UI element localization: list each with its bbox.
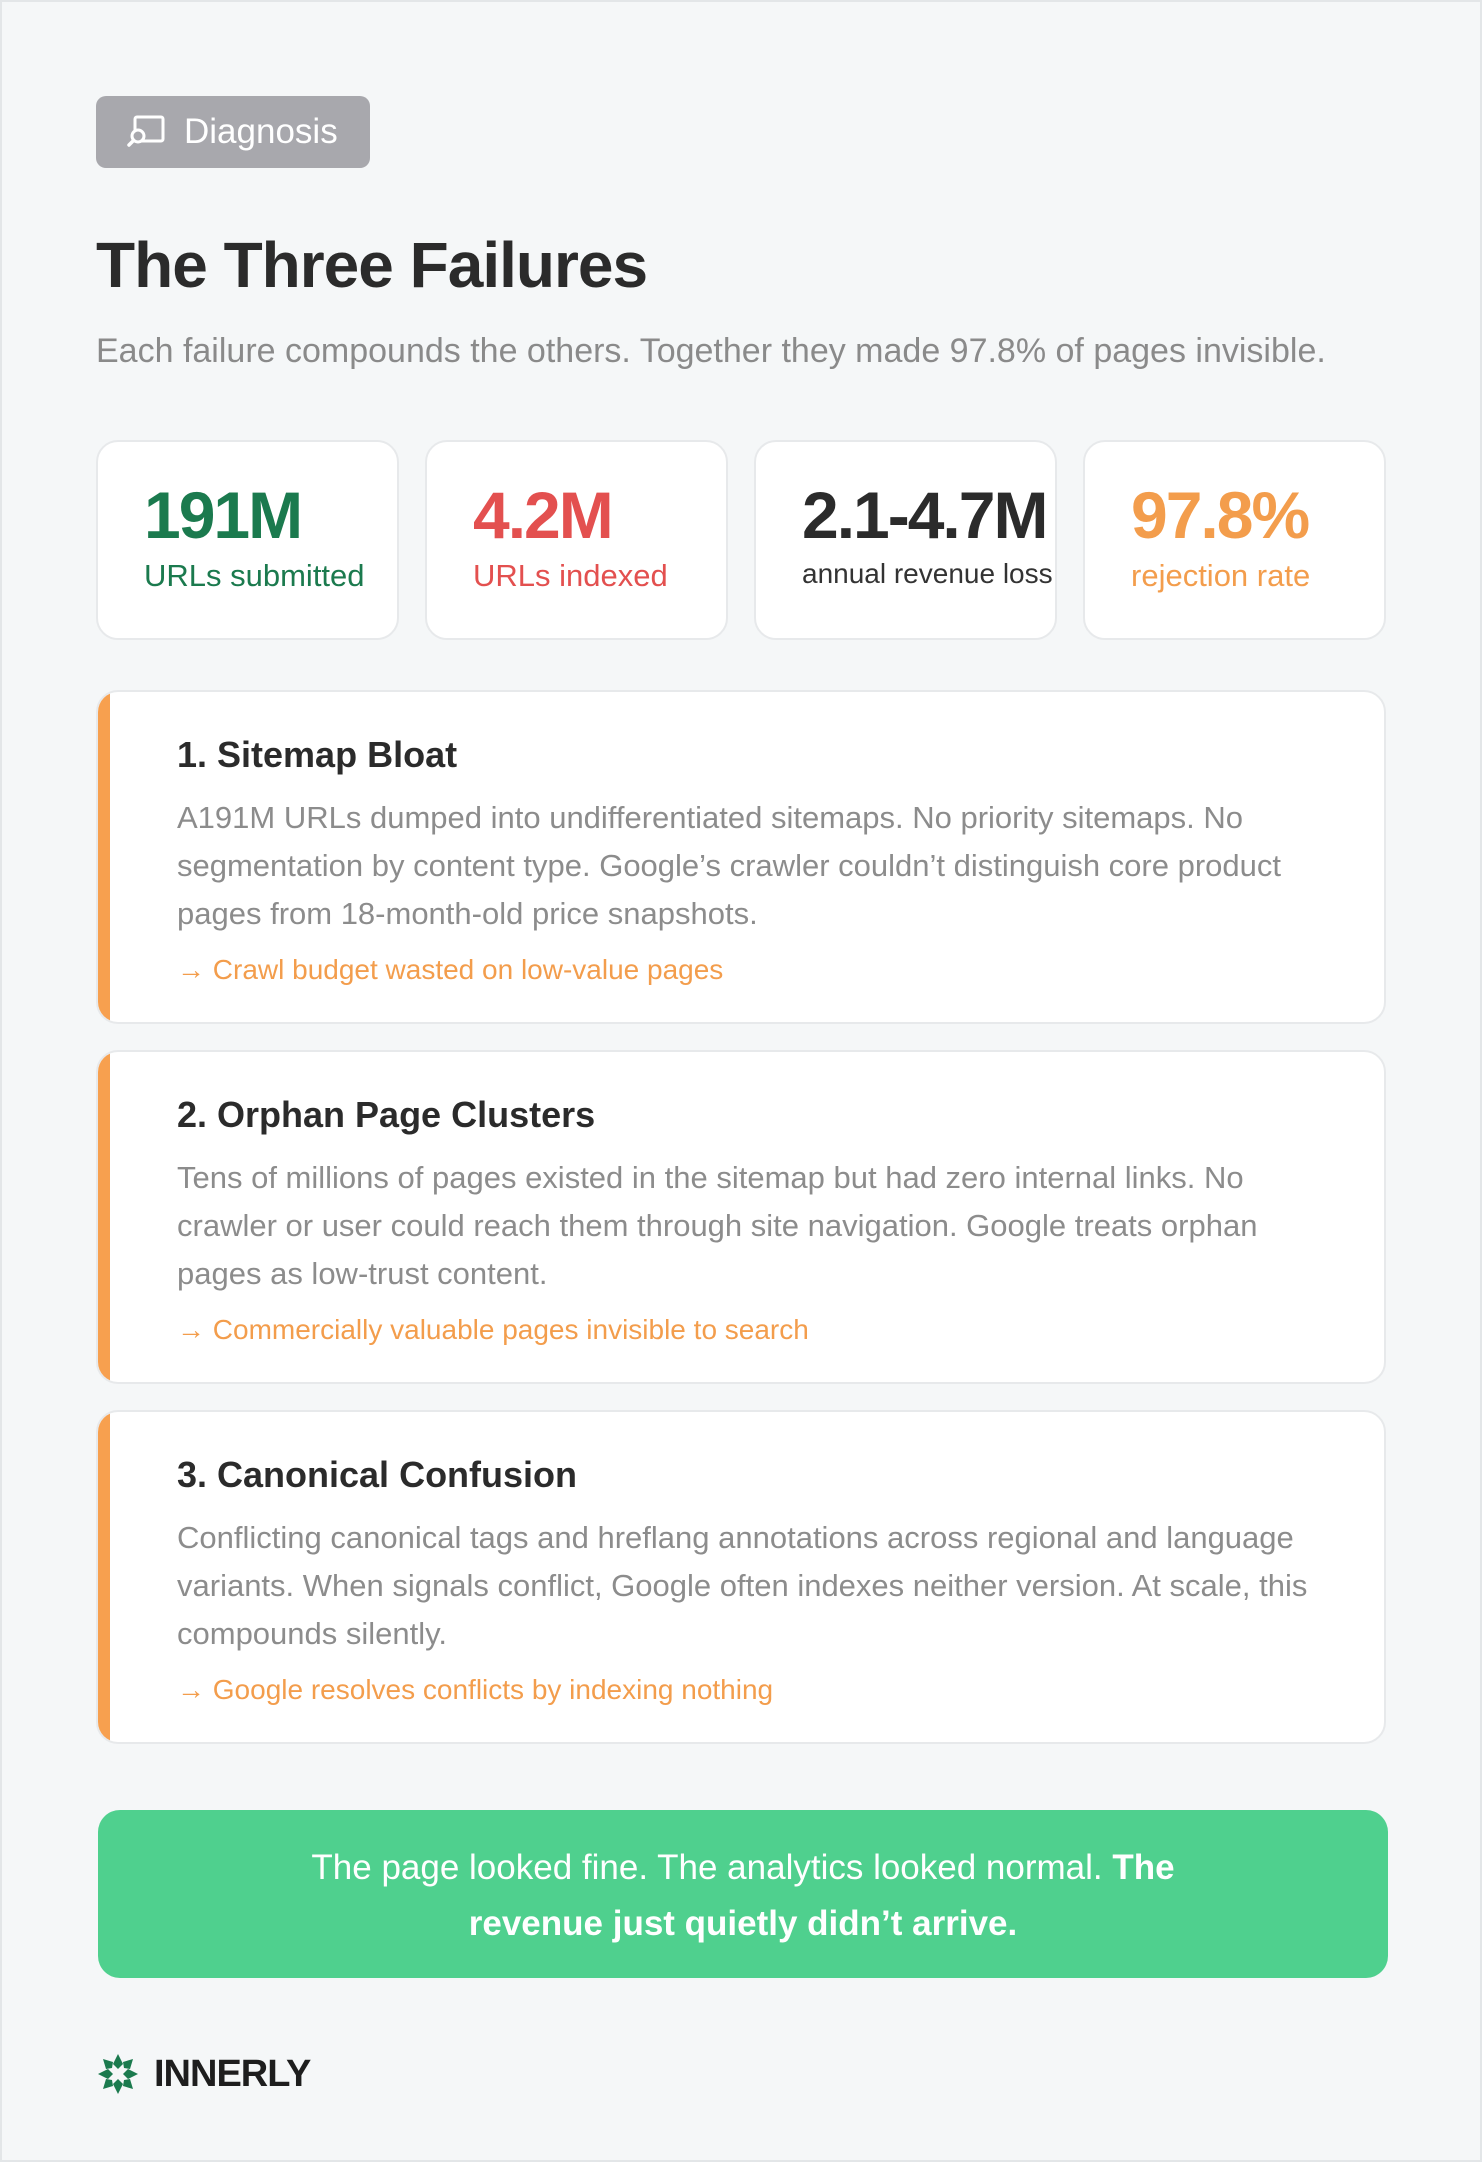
stat-value: 97.8% (1131, 478, 1309, 552)
stat-card-revenue-loss (754, 440, 1057, 640)
stat-value: 4.2M (473, 478, 612, 552)
page-subtitle: Each failure compounds the others. Together they made 97.8% of pages invisible. (96, 332, 1326, 370)
stat-label: URLs indexed (473, 558, 668, 593)
stat-card-urls-submitted (96, 440, 399, 640)
failure-consequence: → Crawl budget wasted on low-value pages (177, 954, 724, 985)
banner-text: The page looked fine. The analytics looked normal. (311, 1848, 1113, 1887)
failure-card-canonical-confusion (96, 1410, 1386, 1744)
accent-bar (98, 1052, 110, 1382)
diagnosis-badge (96, 96, 370, 168)
failure-description: Tens of millions of pages existed in the sitemap but had zero internal links. No crawler or user could reach them through site navigation. Google treats orphan pages as low-trust content. (177, 1160, 1258, 1291)
accent-bar (98, 692, 110, 1022)
badge-label: Diagnosis (184, 112, 338, 151)
accent-bar (98, 1412, 110, 1742)
stat-label: annual revenue loss (802, 558, 1053, 589)
stat-card-rejection-rate (1083, 440, 1386, 640)
search-window-icon (126, 114, 166, 150)
failure-description: Conflicting canonical tags and hreflang annotations across regional and language variants. When signals conflict, Google often indexes neither version. At scale, this compounds silently. (177, 1520, 1308, 1651)
failure-card-sitemap-bloat (96, 690, 1386, 1024)
brand-logo (96, 2052, 310, 2096)
failure-consequence: → Commercially valuable pages invisible to search (177, 1314, 809, 1345)
stat-value: 2.1-4.7M (802, 478, 1047, 552)
failure-consequence: → Google resolves conflicts by indexing nothing (177, 1674, 774, 1705)
failure-card-orphan-pages (96, 1050, 1386, 1384)
stat-value: 191M (144, 478, 302, 552)
failure-description: A191M URLs dumped into undifferentiated sitemaps. No priority sitemaps. No segmentation by content type. Google’s crawler couldn’t distinguish core product pages from 18-month-old price snapshots. (177, 800, 1281, 931)
stat-card-urls-indexed (425, 440, 728, 640)
failure-title: 3. Canonical Confusion (177, 1454, 578, 1495)
innerly-logo-icon (96, 2052, 140, 2096)
failure-title: 1. Sitemap Bloat (177, 734, 458, 775)
conclusion-banner (98, 1810, 1388, 1978)
stats-row (96, 440, 1386, 640)
brand-name: INNERLY (154, 2052, 311, 2095)
stat-label: URLs submitted (144, 558, 365, 593)
stat-label: rejection rate (1131, 558, 1311, 593)
failure-title: 2. Orphan Page Clusters (177, 1094, 596, 1135)
page-title: The Three Failures (96, 229, 648, 301)
banner-emphasis: The revenue just quietly didn’t arrive. (468, 1848, 1175, 1943)
